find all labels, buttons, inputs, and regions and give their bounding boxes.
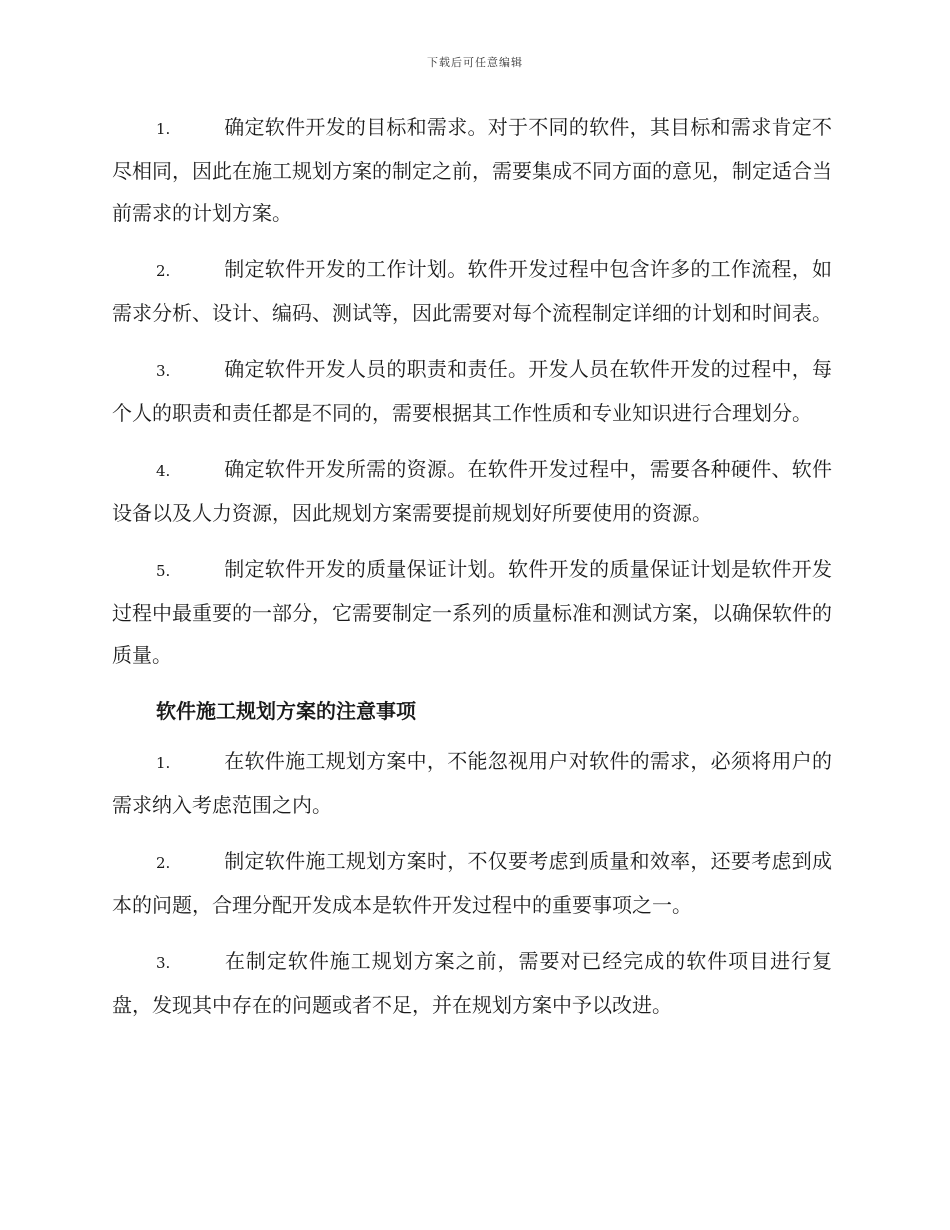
list-item-text: 在制定软件施工规划方案之前，需要对已经完成的软件项目进行复盘，发现其中存在的问题或者不足，并在规划方案中予以改进。 — [112, 949, 832, 1017]
list-item-number: 5. — [156, 562, 171, 580]
list-item-text: 制定软件施工规划方案时，不仅要考虑到质量和效率，还要考虑到成本的问题，合理分配开发成本是软件开发过程中的重要事项之一。 — [112, 849, 832, 917]
list-item-number: 3. — [156, 954, 171, 972]
list-item-text: 制定软件开发的质量保证计划。软件开发的质量保证计划是软件开发过程中最重要的一部分，它需要制定一系列的质量标准和测试方案，以确保软件的质量。 — [112, 557, 832, 667]
list-item-text: 确定软件开发所需的资源。在软件开发过程中，需要各种硬件、软件设备以及人力资源，因此规划方案需要提前规划好所要使用的资源。 — [112, 457, 832, 525]
list-item — [112, 106, 832, 234]
list-item-text: 确定软件开发的目标和需求。对于不同的软件，其目标和需求肯定不尽相同，因此在施工规划方案的制定之前，需要集成不同方面的意见，制定适合当前需求的计划方案。 — [112, 115, 832, 225]
list-item — [112, 348, 832, 434]
section-heading: 软件施工规划方案的注意事项 — [156, 699, 416, 723]
list-item-number: 3. — [156, 362, 171, 380]
list-item — [112, 840, 832, 926]
list-item-number: 4. — [156, 462, 171, 480]
list-item-number: 2. — [156, 262, 171, 280]
document-body — [112, 106, 832, 1040]
list-item — [112, 940, 832, 1026]
list-item — [112, 740, 832, 826]
list-item — [112, 248, 832, 334]
list-item — [112, 548, 832, 676]
list-item-text: 制定软件开发的工作计划。软件开发过程中包含许多的工作流程，如需求分析、设计、编码、测试等，因此需要对每个流程制定详细的计划和时间表。 — [112, 257, 832, 325]
list-item-number: 2. — [156, 854, 171, 872]
list-item-text: 确定软件开发人员的职责和责任。开发人员在软件开发的过程中，每个人的职责和责任都是不同的，需要根据其工作性质和专业知识进行合理划分。 — [112, 357, 832, 425]
list-item-number: 1. — [156, 754, 171, 772]
page-header: 下载后可任意编辑 — [427, 56, 523, 69]
list-item-number: 1. — [156, 120, 171, 138]
list-item-text: 在软件施工规划方案中，不能忽视用户对软件的需求，必须将用户的需求纳入考虑范围之内。 — [112, 749, 832, 817]
list-item — [112, 448, 832, 534]
